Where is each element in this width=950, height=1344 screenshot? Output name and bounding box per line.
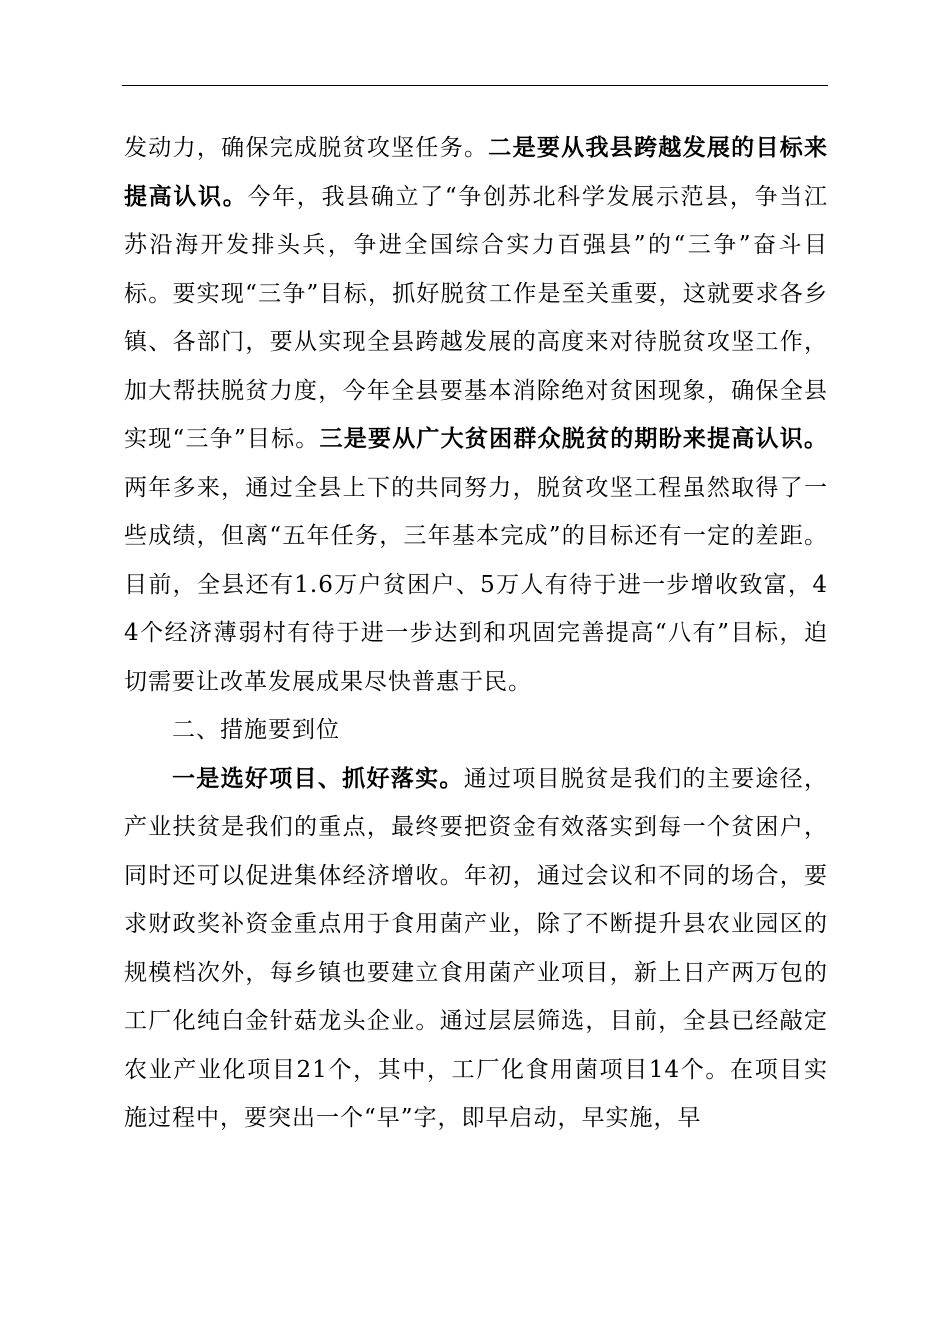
paragraph-text: 今年，我县确立了“争创苏北科学发展示范县，争当江苏沿海开发排头兵，争进全国综合实力百强县”的“三争”奋斗目标。要实现“三争”目标，抓好脱贫工作是至关重要，这就要求各乡镇、各部门，要从实现全县跨越发展的高度来对待脱贫攻坚工作，加大帮扶脱贫力度，今年全县要基本消除绝对贫困现象，确保全县实现“三争”目标。 — [124, 183, 828, 452]
paragraph-text: 发动力，确保完成脱贫攻坚任务。 — [124, 135, 489, 161]
paragraph-awareness — [124, 124, 828, 706]
paragraph-projects — [124, 755, 828, 1143]
paragraph-text: 两年多来，通过全县上下的共同努力，脱贫攻坚工程虽然取得了一些成绩，但离“五年任务，三年基本完成”的目标还有一定的差距。目前，全县还有1.6万户贫困户、5万人有待于进一步增收致富，44个经济薄弱村有待于进一步达到和巩固完善提高“八有”目标，迫切需要让改革发展成果尽快普惠于民。 — [124, 474, 828, 695]
bold-point-one: 一是选好项目、抓好落实。 — [172, 764, 464, 792]
bold-point-two: 二是要从我县跨越发展的目标来提高认识。 — [124, 134, 829, 210]
document-body — [124, 124, 828, 1143]
header-rule — [122, 85, 828, 86]
section-heading: 二、措施要到位 — [172, 717, 340, 743]
paragraph-text: 通过项目脱贫是我们的主要途径，产业扶贫是我们的重点，最终要把资金有效落实到每一个贫困户，同时还可以促进集体经济增收。年初，通过会议和不同的场合，要求财政奖补资金重点用于食用菌产业，除了不断提升县农业园区的规模档次外，每乡镇也要建立食用菌产业项目，新上日产两万包的工厂化纯白金针菇龙头企业。通过层层筛选，目前，全县已经敲定农业产业化项目21个，其中，工厂化食用菌项目14个。在项目实施过程中，要突出一个“早”字，即早启动，早实施，早 — [124, 765, 829, 1131]
bold-point-three: 三是要从广大贫困群众脱贫的期盼来提高认识。 — [319, 425, 828, 452]
